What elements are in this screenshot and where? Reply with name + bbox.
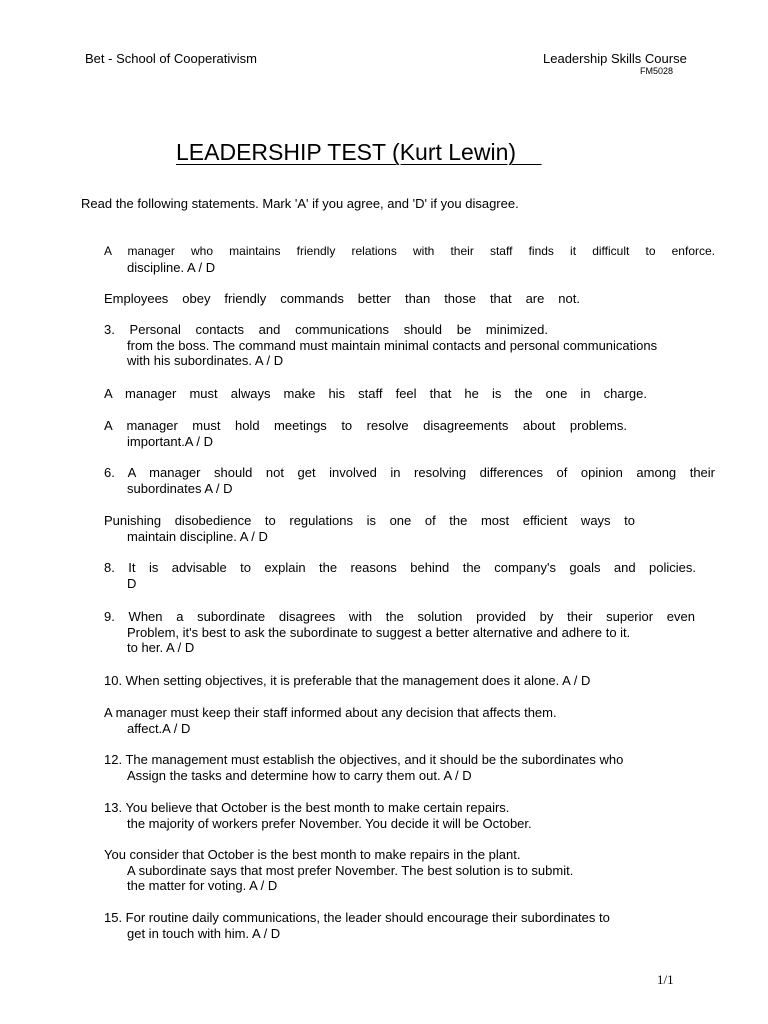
statement-line: 8. It is advisable to explain the reasons behind the company's goals and policies. xyxy=(104,560,696,575)
statement-3 xyxy=(104,322,715,369)
statement-4 xyxy=(104,386,647,402)
statement-line: A manager must always make his staff feel that he is the one in charge. xyxy=(104,386,647,401)
statement-line: 10. When setting objectives, it is preferable that the management does it alone. A / D xyxy=(104,673,591,688)
statement-line: 15. For routine daily communications, the leader should encourage their subordinates to xyxy=(104,910,610,925)
statement-line: to her. A / D xyxy=(127,640,195,656)
statement-line: maintain discipline. A / D xyxy=(127,528,268,544)
statement-line: from the boss. The command must maintain minimal contacts and personal communications xyxy=(127,337,658,353)
statement-line: 6. A manager should not get involved in resolving differences of opinion among their xyxy=(104,465,715,480)
statement-line: Punishing disobedience to regulations is one of the most efficient ways to xyxy=(104,513,635,528)
statement-line: affect.A / D xyxy=(127,720,191,736)
statement-8 xyxy=(104,560,715,591)
statement-line: important.A / D xyxy=(127,433,213,449)
form-code: FM5028 xyxy=(640,66,674,76)
statement-7 xyxy=(104,513,715,544)
statement-line: the matter for voting. A / D xyxy=(127,878,278,894)
statement-line: 12. The management must establish the objectives, and it should be the subordinates who xyxy=(104,752,624,767)
statement-line: 13. You believe that October is the best month to make certain repairs. xyxy=(104,800,510,815)
statement-5 xyxy=(104,418,715,449)
statement-line: A manager must keep their staff informed about any decision that affects them. xyxy=(104,705,557,720)
statement-line: get in touch with him. A / D xyxy=(127,925,281,941)
statement-line: discipline. A / D xyxy=(127,259,216,275)
statement-line: A subordinate says that most prefer November. The best solution is to submit. xyxy=(127,862,574,878)
statement-9 xyxy=(104,609,715,656)
statement-line: subordinates A / D xyxy=(127,480,233,496)
statement-6 xyxy=(104,465,715,496)
statement-13 xyxy=(104,800,715,831)
statement-line: 9. When a subordinate disagrees with the solution provided by their superior even xyxy=(104,609,695,624)
statement-line: Problem, it's best to ask the subordinate to suggest a better alternative and adhere to it. xyxy=(127,624,631,640)
statement-12 xyxy=(104,752,715,783)
statement-14 xyxy=(104,847,715,894)
statement-2 xyxy=(104,291,580,307)
statement-line: Employees obey friendly commands better than those that are not. xyxy=(104,291,580,306)
instructions: Read the following statements. Mark 'A' if you agree, and 'D' if you disagree. xyxy=(81,196,519,211)
statement-line: the majority of workers prefer November. You decide it will be October. xyxy=(127,815,532,831)
statement-line: A manager who maintains friendly relations with their staff finds it difficult to enforce. xyxy=(104,244,715,258)
statement-line: D xyxy=(127,575,137,591)
statement-line: A manager must hold meetings to resolve disagreements about problems. xyxy=(104,418,627,433)
header-right: Leadership Skills Course xyxy=(543,51,687,66)
statement-line: Assign the tasks and determine how to carry them out. A / D xyxy=(127,767,472,783)
statement-10 xyxy=(104,673,715,689)
statement-15 xyxy=(104,910,715,941)
statement-11 xyxy=(104,705,715,736)
statement-1 xyxy=(104,244,715,275)
statement-line: with his subordinates. A / D xyxy=(127,353,284,369)
page-title: LEADERSHIP TEST (Kurt Lewin) xyxy=(176,139,542,165)
header-left: Bet - School of Cooperativism xyxy=(85,51,257,66)
page-number: 1/1 xyxy=(657,972,674,987)
statement-line: 3. Personal contacts and communications should be minimized. xyxy=(104,322,548,337)
statement-line: You consider that October is the best month to make repairs in the plant. xyxy=(104,847,521,862)
